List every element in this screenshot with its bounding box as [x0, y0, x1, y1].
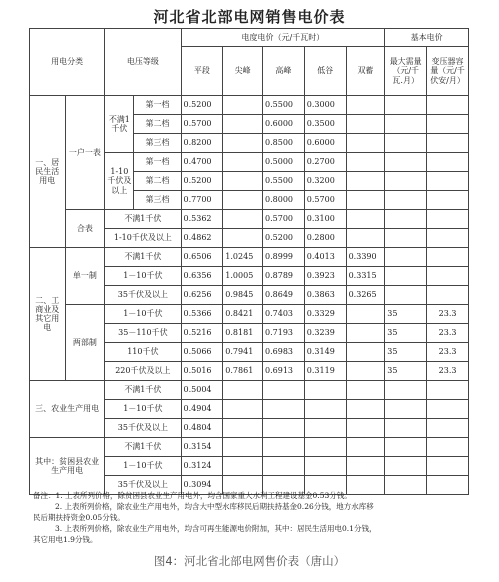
flat-price-cell: 0.4700 — [181, 153, 223, 172]
peak-price-cell: 0.5200 — [263, 229, 305, 248]
flat-price-cell: 0.4862 — [181, 229, 223, 248]
table-row — [30, 96, 469, 115]
sharp-price-cell: 0.9845 — [223, 286, 263, 305]
valley-price-cell: 0.3329 — [304, 305, 346, 324]
figure-caption: 图4：河北省北部电网售价表（唐山） — [153, 554, 346, 568]
max-demand-cell — [385, 115, 427, 134]
flat-price-cell: 0.6356 — [181, 267, 223, 286]
voltage-cell: 1－10千伏 — [105, 400, 181, 419]
peak-price-cell: 0.8649 — [263, 286, 305, 305]
double-price-cell — [346, 172, 385, 191]
capacity-cell — [427, 286, 469, 305]
group-single-system: 单一制 — [65, 248, 105, 305]
double-price-cell — [346, 229, 385, 248]
flat-price-cell: 0.3154 — [181, 438, 223, 457]
flat-price-cell: 0.5700 — [181, 115, 223, 134]
group-two-part: 两部制 — [65, 305, 105, 381]
note-line: 2. 上表所列价格，除农业生产用电外，均含大中型水库移民后期扶持基金0.26分钱，地方水库移 — [55, 502, 374, 511]
capacity-cell: 23.3 — [427, 343, 469, 362]
voltage-cell: 不满1千伏 — [105, 210, 181, 229]
capacity-cell — [427, 115, 469, 134]
flat-price-cell: 0.4904 — [181, 400, 223, 419]
tier-cell: 第二档 — [134, 115, 181, 134]
tariff-table — [29, 28, 469, 495]
flat-price-cell: 0.3094 — [181, 476, 223, 495]
header-max-demand: 最大需量（元/千瓦.月） — [385, 47, 427, 96]
sharp-price-cell: 0.8181 — [223, 324, 263, 343]
capacity-cell: 23.3 — [427, 362, 469, 381]
header-category: 用电分类 — [30, 29, 105, 96]
capacity-cell — [427, 172, 469, 191]
group-commercial: 二、工商业及其它用电 — [30, 248, 66, 381]
voltage-cell: 1-10千伏及以上 — [105, 229, 181, 248]
capacity-cell — [427, 210, 469, 229]
valley-price-cell: 0.3863 — [304, 286, 346, 305]
capacity-cell — [427, 229, 469, 248]
voltage-cell: 不满1千伏 — [105, 438, 181, 457]
peak-price-cell: 0.6983 — [263, 343, 305, 362]
capacity-cell — [427, 248, 469, 267]
table-row — [30, 210, 469, 229]
flat-price-cell: 0.7700 — [181, 191, 223, 210]
max-demand-cell — [385, 286, 427, 305]
max-demand-cell — [385, 267, 427, 286]
capacity-cell — [427, 134, 469, 153]
header-energy-price: 电度电价（元/千瓦时） — [181, 29, 385, 47]
peak-price-cell: 0.8500 — [263, 134, 305, 153]
peak-price-cell: 0.6000 — [263, 115, 305, 134]
capacity-cell — [427, 191, 469, 210]
max-demand-cell — [385, 96, 427, 115]
valley-price-cell: 0.3119 — [304, 362, 346, 381]
voltage-cell: 不满1千伏 — [105, 381, 181, 400]
table-row — [30, 305, 469, 324]
max-demand-cell — [385, 153, 427, 172]
sharp-price-cell — [223, 229, 263, 248]
group-residential: 一、居民生活用电 — [30, 96, 66, 248]
table-row — [30, 438, 469, 457]
tier-cell: 第三档 — [134, 134, 181, 153]
double-price-cell: 0.3315 — [346, 267, 385, 286]
voltage-cell: 不满1千伏 — [105, 248, 181, 267]
flat-price-cell: 0.6506 — [181, 248, 223, 267]
peak-price-cell: 0.8789 — [263, 267, 305, 286]
max-demand-cell: 35 — [385, 362, 427, 381]
double-price-cell: 0.3265 — [346, 286, 385, 305]
sharp-price-cell: 0.8421 — [223, 305, 263, 324]
tier-cell: 第一档 — [134, 96, 181, 115]
sharp-price-cell — [223, 115, 263, 134]
sharp-price-cell — [223, 134, 263, 153]
voltage-cell: 1－10千伏 — [105, 305, 181, 324]
sharp-price-cell: 0.7941 — [223, 343, 263, 362]
valley-price-cell: 0.3000 — [304, 96, 346, 115]
group-shared-meter: 合表 — [65, 210, 105, 248]
sharp-price-cell — [223, 191, 263, 210]
flat-price-cell: 0.8200 — [181, 134, 223, 153]
table-row — [30, 248, 469, 267]
header-row-1 — [30, 29, 469, 47]
peak-price-cell: 0.5000 — [263, 153, 305, 172]
double-price-cell — [346, 343, 385, 362]
note-line: 其它用电1.9分钱。 — [33, 535, 98, 544]
header-valley: 低谷 — [304, 47, 346, 96]
flat-price-cell: 0.5216 — [181, 324, 223, 343]
voltage-cell: 1－10千伏 — [105, 457, 181, 476]
note-line: 民后期扶持资金0.05分钱。 — [33, 513, 125, 522]
flat-price-cell: 0.5004 — [181, 381, 223, 400]
peak-price-cell: 0.5700 — [263, 210, 305, 229]
double-price-cell — [346, 362, 385, 381]
header-flat: 平段 — [181, 47, 223, 96]
flat-price-cell: 0.5200 — [181, 172, 223, 191]
voltage-cell: 1－10千伏 — [105, 267, 181, 286]
peak-price-cell: 0.5500 — [263, 172, 305, 191]
double-price-cell — [346, 153, 385, 172]
sharp-price-cell — [223, 153, 263, 172]
double-price-cell — [346, 96, 385, 115]
valley-price-cell: 0.3500 — [304, 115, 346, 134]
group-1-10kv: 1-10千伏及以上 — [105, 153, 134, 210]
group-poor-agri: 其中：贫困县农业生产用电 — [30, 438, 105, 495]
sharp-price-cell — [223, 172, 263, 191]
tier-cell: 第三档 — [134, 191, 181, 210]
voltage-cell: 35千伏及以上 — [105, 476, 181, 495]
flat-price-cell: 0.6256 — [181, 286, 223, 305]
note-line: 备注：1. 上表所列价格，除贫困县农业生产用电外，均含国家重大水利工程建设基金0.53分钱。 — [33, 491, 352, 500]
max-demand-cell: 35 — [385, 324, 427, 343]
group-under-1kv: 不满1千伏 — [105, 96, 134, 153]
peak-price-cell: 0.5500 — [263, 96, 305, 115]
double-price-cell — [346, 134, 385, 153]
valley-price-cell: 0.2700 — [304, 153, 346, 172]
flat-price-cell: 0.5066 — [181, 343, 223, 362]
header-double-storage: 双蓄 — [346, 47, 385, 96]
valley-price-cell: 0.2800 — [304, 229, 346, 248]
sharp-price-cell — [223, 96, 263, 115]
peak-price-cell: 0.7193 — [263, 324, 305, 343]
header-sharp: 尖峰 — [223, 47, 263, 96]
header-basic-price: 基本电价 — [385, 29, 469, 47]
valley-price-cell: 0.3200 — [304, 172, 346, 191]
voltage-cell: 35千伏及以上 — [105, 419, 181, 438]
sharp-price-cell: 1.0005 — [223, 267, 263, 286]
double-price-cell — [346, 305, 385, 324]
max-demand-cell: 35 — [385, 305, 427, 324]
flat-price-cell: 0.5362 — [181, 210, 223, 229]
valley-price-cell: 0.3239 — [304, 324, 346, 343]
flat-price-cell: 0.3124 — [181, 457, 223, 476]
peak-price-cell: 0.8000 — [263, 191, 305, 210]
notes — [33, 490, 469, 545]
max-demand-cell — [385, 172, 427, 191]
sharp-price-cell: 1.0245 — [223, 248, 263, 267]
capacity-cell — [427, 153, 469, 172]
capacity-cell — [427, 96, 469, 115]
note-line: 3. 上表所列价格，除农业生产用电外，均含可再生能源电价附加，其中：居民生活用电0.1分钱， — [55, 524, 377, 533]
sharp-price-cell: 0.7861 — [223, 362, 263, 381]
double-price-cell: 0.3390 — [346, 248, 385, 267]
tier-cell: 第一档 — [134, 153, 181, 172]
group-agri: 三、农业生产用电 — [30, 381, 105, 438]
voltage-cell: 110千伏 — [105, 343, 181, 362]
capacity-cell — [427, 267, 469, 286]
valley-price-cell: 0.4013 — [304, 248, 346, 267]
voltage-cell: 35－110千伏 — [105, 324, 181, 343]
valley-price-cell: 0.3100 — [304, 210, 346, 229]
double-price-cell — [346, 324, 385, 343]
page-title: 河北省北部电网销售电价表 — [153, 8, 346, 26]
header-peak: 高峰 — [263, 47, 305, 96]
flat-price-cell: 0.5016 — [181, 362, 223, 381]
valley-price-cell: 0.3149 — [304, 343, 346, 362]
peak-price-cell: 0.6913 — [263, 362, 305, 381]
max-demand-cell — [385, 229, 427, 248]
max-demand-cell — [385, 191, 427, 210]
flat-price-cell: 0.4804 — [181, 419, 223, 438]
max-demand-cell — [385, 248, 427, 267]
flat-price-cell: 0.5366 — [181, 305, 223, 324]
max-demand-cell: 35 — [385, 343, 427, 362]
tier-cell: 第二档 — [134, 172, 181, 191]
peak-price-cell: 0.7403 — [263, 305, 305, 324]
group-single-meter: 一户一表 — [65, 96, 105, 210]
double-price-cell — [346, 191, 385, 210]
valley-price-cell: 0.3923 — [304, 267, 346, 286]
peak-price-cell: 0.8999 — [263, 248, 305, 267]
double-price-cell — [346, 210, 385, 229]
voltage-cell: 220千伏及以上 — [105, 362, 181, 381]
max-demand-cell — [385, 210, 427, 229]
capacity-cell: 23.3 — [427, 324, 469, 343]
flat-price-cell: 0.5200 — [181, 96, 223, 115]
capacity-cell: 23.3 — [427, 305, 469, 324]
max-demand-cell — [385, 134, 427, 153]
double-price-cell — [346, 115, 385, 134]
voltage-cell: 35千伏及以上 — [105, 286, 181, 305]
header-voltage: 电压等级 — [105, 29, 181, 96]
table-row — [30, 381, 469, 400]
header-transformer-capacity: 变压器容量（元/千伏安/月） — [427, 47, 469, 96]
valley-price-cell: 0.5700 — [304, 191, 346, 210]
valley-price-cell: 0.6000 — [304, 134, 346, 153]
sharp-price-cell — [223, 210, 263, 229]
